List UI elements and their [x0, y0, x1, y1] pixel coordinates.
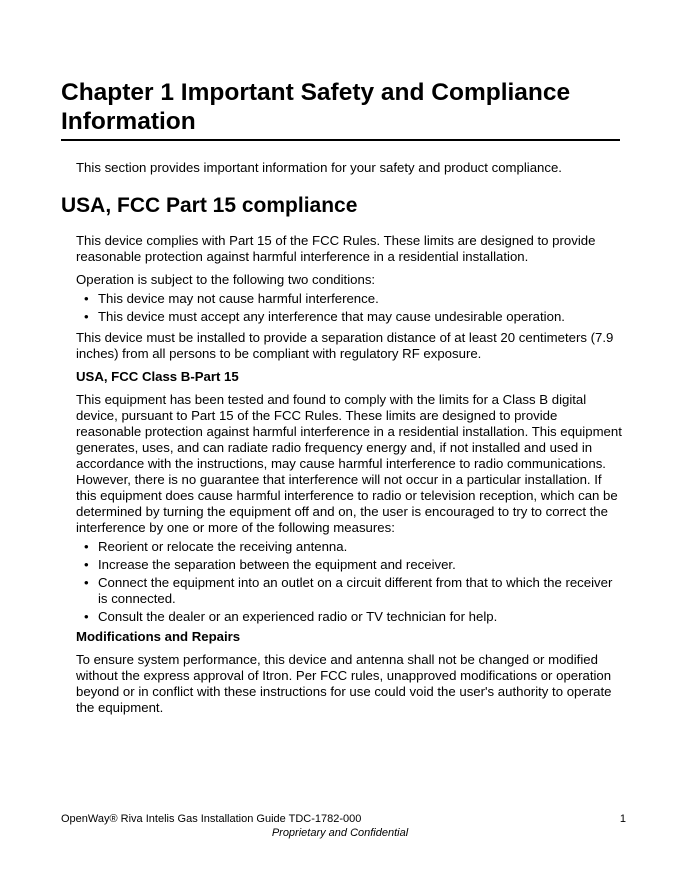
fcc-section-body	[76, 233, 622, 723]
chapter-title: Chapter 1 Important Safety and Compliance Information	[61, 79, 571, 135]
section-title: USA, FCC Part 15 compliance	[61, 194, 358, 217]
bullet-icon: •	[84, 557, 89, 572]
measure-text: Connect the equipment into an outlet on a circuit different from that to which the receiver is connected.	[98, 575, 613, 606]
footer-confidentiality: Proprietary and Confidential	[271, 827, 409, 839]
intro-text: This section provides important information for your safety and product compliance.	[76, 160, 562, 175]
condition-text: This device may not cause harmful interference.	[98, 291, 379, 306]
condition-text: This device must accept any interference that may cause undesirable operation.	[98, 309, 565, 324]
measure-text: Reorient or relocate the receiving antenna.	[98, 539, 348, 554]
class-b-heading: USA, FCC Class B-Part 15	[76, 369, 239, 384]
fcc-paragraph-2: Operation is subject to the following two conditions:	[76, 272, 376, 287]
bullet-icon: •	[84, 609, 89, 624]
class-b-text: This equipment has been tested and found to comply with the limits for a Class B digital device, pursuant to Part 15 of the FCC Rules. These limits are designed to provide reasonable protection against harmful interference in a residential installation. This equipment generates, uses, and can radiate radio frequency energy and, if not installed and used in accordance with the instructions, may cause harmful interference to radio communications. However, there is no guarantee that interference will not occur in a particular installation. If this equipment does cause harmful interference to radio or television reception, which can be determined by turning the equipment off and on, the user is encouraged to try to correct the interference by one or more of the following measures:	[76, 392, 622, 535]
measures-list	[76, 539, 622, 625]
bullet-icon: •	[84, 539, 89, 554]
fcc-paragraph-3: This device must be installed to provide a separation distance of at least 20 centimeters (7.9 inches) from all persons to be compliant with regulatory RF exposure.	[76, 330, 614, 361]
list-item	[84, 539, 622, 555]
intro-paragraph	[76, 160, 622, 176]
bullet-icon: •	[84, 575, 89, 590]
measure-text: Increase the separation between the equipment and receiver.	[98, 557, 456, 572]
bullet-icon: •	[84, 291, 89, 306]
conditions-list	[76, 291, 622, 325]
modifications-text: To ensure system performance, this device and antenna shall not be changed or modified without the express approval of Itron. Per FCC rules, unapproved modifications or operation beyond or in conflict with these instructions for use could void the user's authority to operate the equipment.	[76, 652, 612, 715]
footer-page-number: 1	[619, 813, 626, 825]
list-item	[84, 291, 622, 307]
chapter-title-rule	[61, 139, 620, 141]
list-item	[84, 609, 622, 625]
list-item	[84, 575, 622, 607]
measure-text: Consult the dealer or an experienced radio or TV technician for help.	[98, 609, 498, 624]
modifications-heading: Modifications and Repairs	[76, 629, 241, 644]
fcc-paragraph-1: This device complies with Part 15 of the FCC Rules. These limits are designed to provide reasonable protection against harmful interference in a residential installation.	[76, 233, 596, 264]
list-item	[84, 309, 622, 325]
bullet-icon: •	[84, 309, 89, 324]
list-item	[84, 557, 622, 573]
footer-doc-title: OpenWay® Riva Intelis Gas Installation Guide TDC-1782-000	[61, 813, 362, 825]
